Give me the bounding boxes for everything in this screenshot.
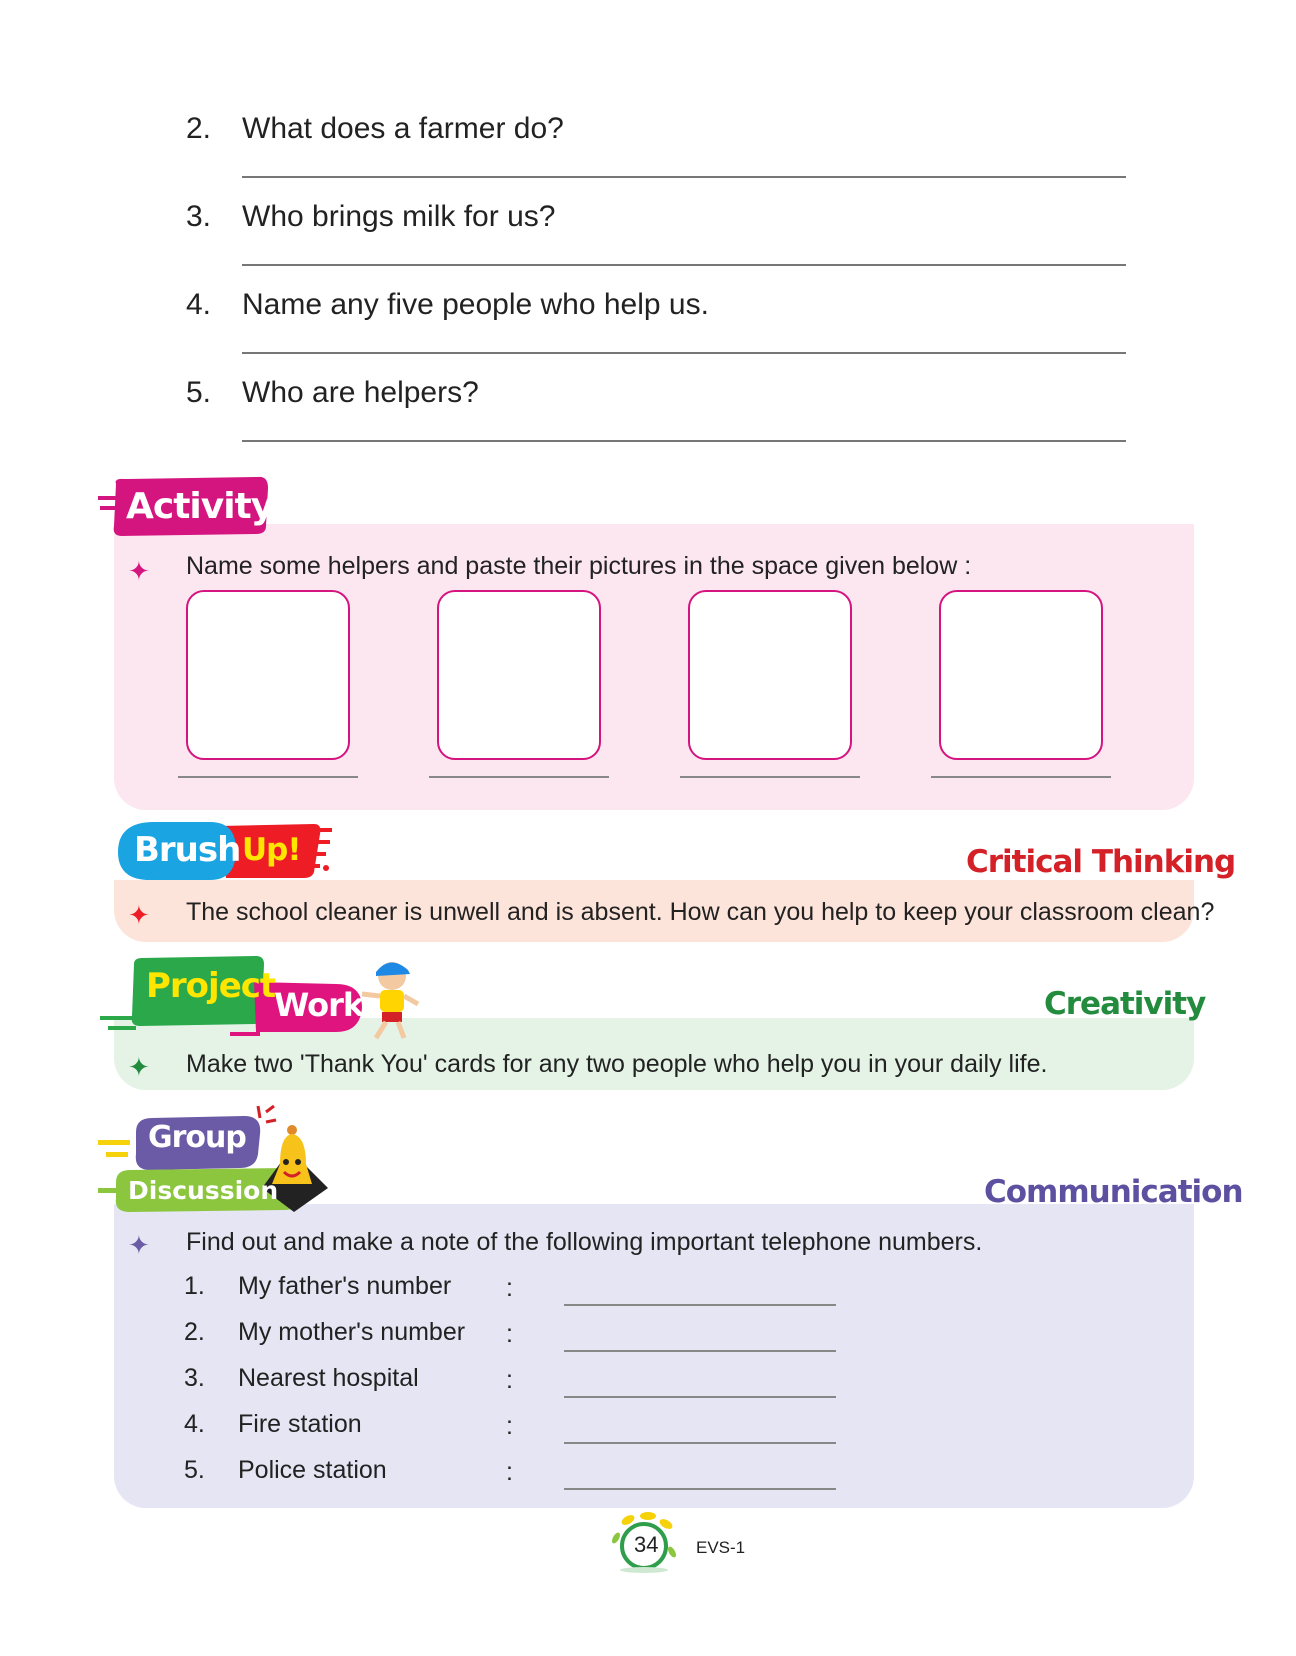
book-code: EVS-1	[696, 1538, 746, 1557]
row-colon: :	[506, 1274, 513, 1302]
project-title-right: Work	[274, 986, 364, 1024]
row-number: 2.	[184, 1318, 205, 1346]
row-label: Fire station	[238, 1410, 362, 1438]
row-label: Police station	[238, 1456, 387, 1484]
skill-communication: Communication	[984, 1174, 1243, 1210]
brushup-title-left: Brush	[134, 830, 241, 870]
brushup-title-right: Up!	[242, 832, 301, 868]
project-instruction: Make two 'Thank You' cards for any two people who help you in your daily life.	[186, 1050, 1048, 1078]
helper-name-line-2[interactable]	[429, 776, 609, 778]
group-title-bottom: Discussion	[128, 1176, 279, 1205]
answer-line[interactable]	[242, 352, 1126, 354]
helper-name-line-1[interactable]	[178, 776, 358, 778]
phone-entry-line[interactable]	[564, 1396, 836, 1398]
skill-creativity: Creativity	[1044, 986, 1206, 1022]
paste-box-4[interactable]	[939, 590, 1103, 760]
phone-entry-line[interactable]	[564, 1488, 836, 1490]
phone-entry-line[interactable]	[564, 1304, 836, 1306]
group-badge	[96, 1104, 336, 1212]
question-2	[186, 112, 1126, 200]
helper-name-line-3[interactable]	[680, 776, 860, 778]
project-badge	[100, 954, 420, 1044]
question-number: 2.	[186, 112, 212, 145]
page-number: 34	[634, 1532, 659, 1557]
question-number: 5.	[186, 376, 212, 409]
sparkle-icon: ✦	[128, 1052, 150, 1082]
phone-entry-line[interactable]	[564, 1350, 836, 1352]
paste-box-2[interactable]	[437, 590, 601, 760]
row-colon: :	[506, 1412, 513, 1440]
phone-row-police-station	[184, 1456, 884, 1496]
question-3	[186, 200, 1126, 288]
phone-entry-line[interactable]	[564, 1442, 836, 1444]
phone-row-fire-station	[184, 1410, 884, 1450]
row-colon: :	[506, 1366, 513, 1394]
row-label: Nearest hospital	[238, 1364, 419, 1392]
question-number: 3.	[186, 200, 212, 233]
row-number: 1.	[184, 1272, 205, 1300]
question-text: Who brings milk for us?	[242, 200, 556, 233]
activity-title: Activity	[126, 486, 274, 527]
question-4	[186, 288, 1126, 376]
activity-badge	[98, 476, 274, 538]
row-label: My mother's number	[238, 1318, 466, 1346]
answer-line[interactable]	[242, 440, 1126, 442]
helper-name-line-4[interactable]	[931, 776, 1111, 778]
skill-critical-thinking: Critical Thinking	[966, 844, 1236, 880]
question-5	[186, 376, 1126, 464]
page-footer	[606, 1508, 766, 1574]
question-text: What does a farmer do?	[242, 112, 564, 145]
paste-box-3[interactable]	[688, 590, 852, 760]
phone-row-hospital	[184, 1364, 884, 1404]
row-label: My father's number	[238, 1272, 452, 1300]
answer-line[interactable]	[242, 176, 1126, 178]
project-title-left: Project	[146, 966, 276, 1006]
phone-row-mother	[184, 1318, 884, 1358]
phone-row-father	[184, 1272, 884, 1312]
row-number: 3.	[184, 1364, 205, 1392]
brushup-question: The school cleaner is unwell and is absent. How can you help to keep your classroom clean?	[186, 898, 1215, 926]
sparkle-icon: ✦	[128, 1230, 150, 1260]
question-text: Who are helpers?	[242, 376, 479, 409]
paste-box-1[interactable]	[186, 590, 350, 760]
row-number: 4.	[184, 1410, 205, 1438]
row-colon: :	[506, 1458, 513, 1486]
row-colon: :	[506, 1320, 513, 1348]
sparkle-icon: ✦	[128, 900, 150, 930]
activity-instruction: Name some helpers and paste their pictures in the space given below :	[186, 552, 972, 580]
row-number: 5.	[184, 1456, 205, 1484]
sparkle-icon: ✦	[128, 556, 150, 586]
group-instruction: Find out and make a note of the following important telephone numbers.	[186, 1228, 983, 1256]
question-number: 4.	[186, 288, 212, 321]
answer-line[interactable]	[242, 264, 1126, 266]
brushup-badge	[114, 818, 334, 882]
question-text: Name any five people who help us.	[242, 288, 709, 321]
group-title-top: Group	[148, 1120, 246, 1155]
